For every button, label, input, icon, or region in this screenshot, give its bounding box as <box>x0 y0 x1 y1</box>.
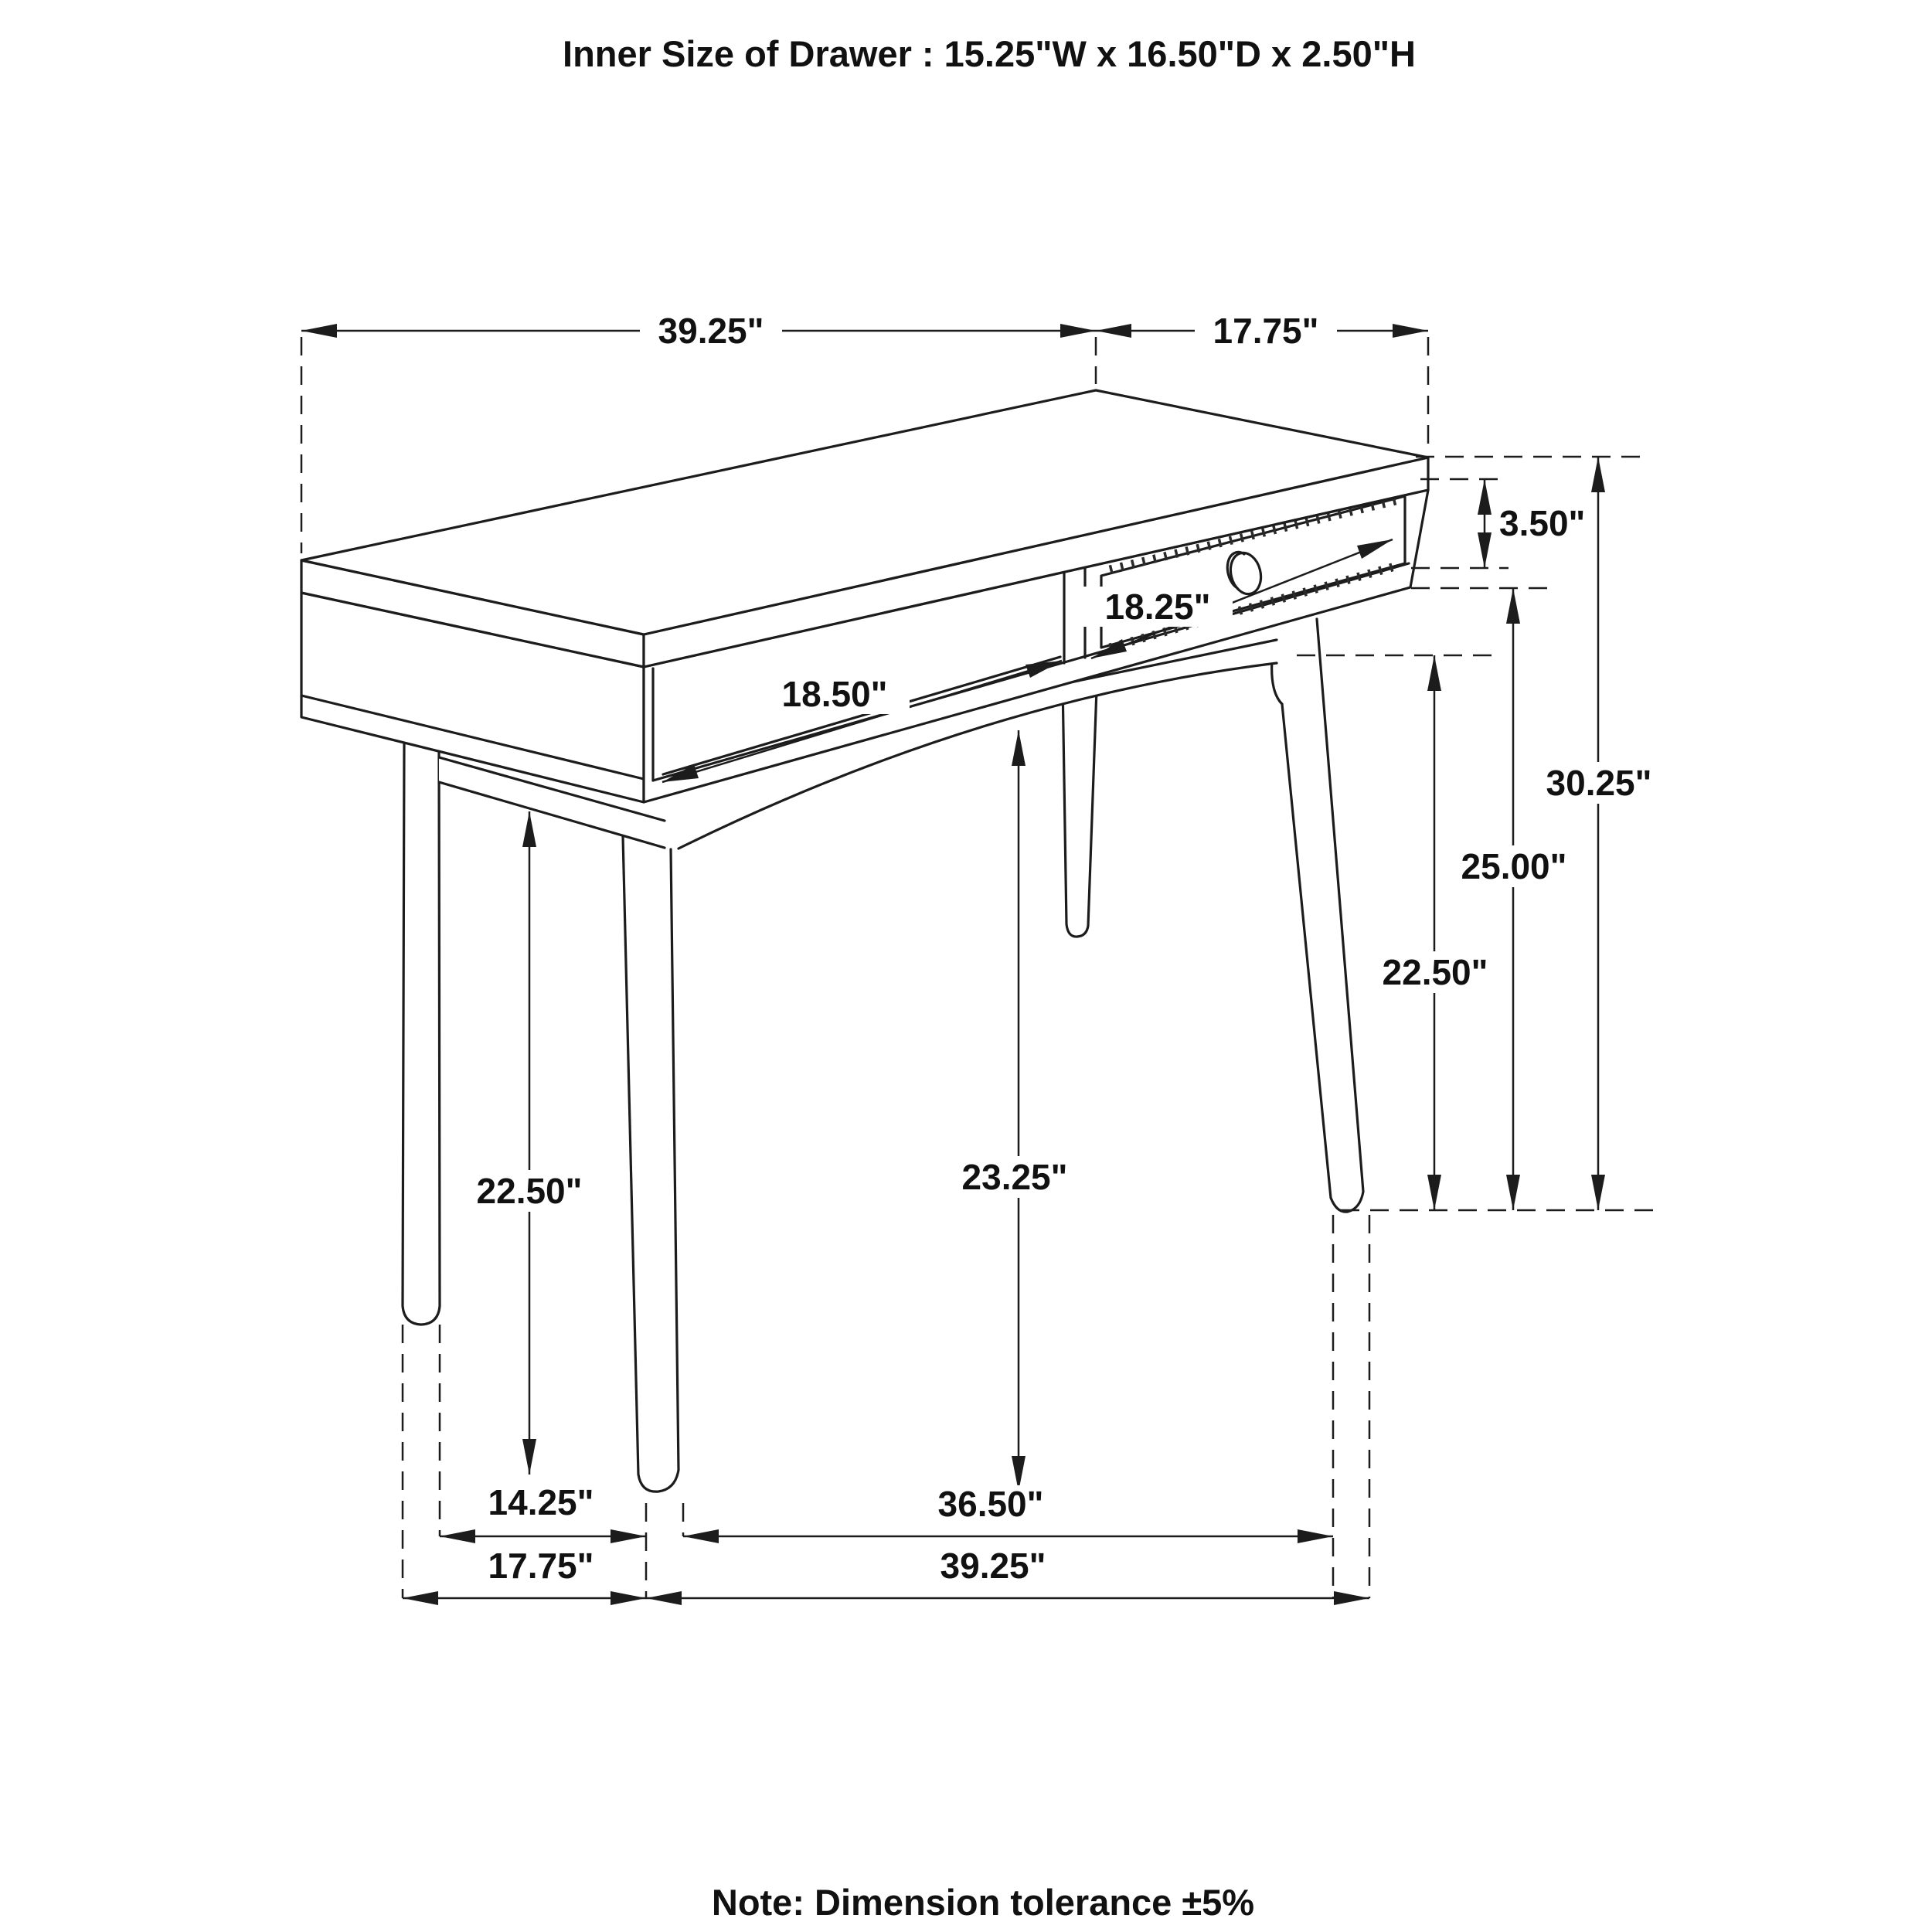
dim-drawer-face-label: 3.50" <box>1499 503 1586 543</box>
front-right-leg <box>1272 619 1363 1212</box>
arrowhead <box>1478 479 1492 515</box>
dim-floor-width-inner <box>683 1484 1333 1543</box>
arrowhead <box>1506 588 1520 624</box>
dim-floor-depth-inner-label: 14.25" <box>488 1482 594 1522</box>
arrowhead <box>611 1591 646 1605</box>
arrowhead <box>522 811 536 847</box>
arrowhead <box>1591 1175 1605 1210</box>
arrowhead <box>1393 324 1428 338</box>
dim-case-clearance <box>1439 588 1589 1210</box>
dim-floor-width-inner-label: 36.50" <box>937 1484 1044 1524</box>
dim-top-width-label: 39.25" <box>658 311 764 351</box>
dim-overall-height <box>1524 457 1674 1210</box>
leg-outline <box>403 743 440 1325</box>
arrowhead <box>611 1529 646 1543</box>
leg-outline <box>1282 619 1363 1212</box>
arrowhead <box>1591 457 1605 492</box>
dim-overall-height-label: 30.25" <box>1546 763 1652 803</box>
arrowhead <box>1427 1175 1441 1210</box>
dim-apron-clearance-label: 23.25" <box>961 1157 1068 1197</box>
dim-floor-depth-outer <box>403 1546 646 1605</box>
dim-top-depth-label: 17.75" <box>1213 311 1319 351</box>
dim-shelf-width-label: 18.50" <box>781 674 888 714</box>
desk-drawing <box>301 390 1428 1492</box>
arrowhead <box>403 1591 438 1605</box>
dim-apron-clearance <box>940 730 1090 1492</box>
arrowhead <box>1060 324 1096 338</box>
arrowhead <box>301 324 337 338</box>
dim-top-depth <box>1096 311 1428 351</box>
front-left-leg <box>623 836 679 1492</box>
dim-leg-left-label: 22.50" <box>476 1171 583 1211</box>
arrowhead <box>1012 730 1026 766</box>
back-right-leg <box>1063 682 1097 937</box>
tolerance-note: Note: Dimension tolerance ±5% <box>711 1882 1255 1923</box>
dim-case-clearance-label: 25.00" <box>1461 846 1567 886</box>
arrowhead <box>1298 1529 1333 1543</box>
dim-leg-right <box>1360 655 1510 1210</box>
dim-floor-depth-outer-label: 17.75" <box>488 1546 594 1586</box>
arrowhead <box>1334 1591 1369 1605</box>
arrowhead <box>440 1529 475 1543</box>
dim-floor-width-outer-label: 39.25" <box>940 1546 1046 1586</box>
back-left-leg <box>403 743 440 1325</box>
arrowhead <box>1427 655 1441 691</box>
arrowhead <box>646 1591 682 1605</box>
dim-floor-width-outer <box>646 1546 1369 1605</box>
dim-top-width <box>301 311 1096 351</box>
dim-drawer-width-label: 18.25" <box>1104 587 1211 627</box>
leg-outline <box>1063 682 1097 937</box>
arrowhead <box>1506 1175 1520 1210</box>
arrowhead <box>522 1439 536 1475</box>
arrowhead <box>1478 532 1492 568</box>
arrowhead <box>683 1529 719 1543</box>
dim-drawer-face <box>1478 479 1585 568</box>
leg-outline <box>623 836 679 1492</box>
page-title: Inner Size of Drawer : 15.25"W x 16.50"D x 2.50"H <box>563 33 1416 74</box>
dim-leg-left <box>454 811 604 1475</box>
arrowhead <box>1096 324 1131 338</box>
dim-leg-right-label: 22.50" <box>1382 952 1488 992</box>
dim-floor-depth-inner <box>440 1482 646 1543</box>
